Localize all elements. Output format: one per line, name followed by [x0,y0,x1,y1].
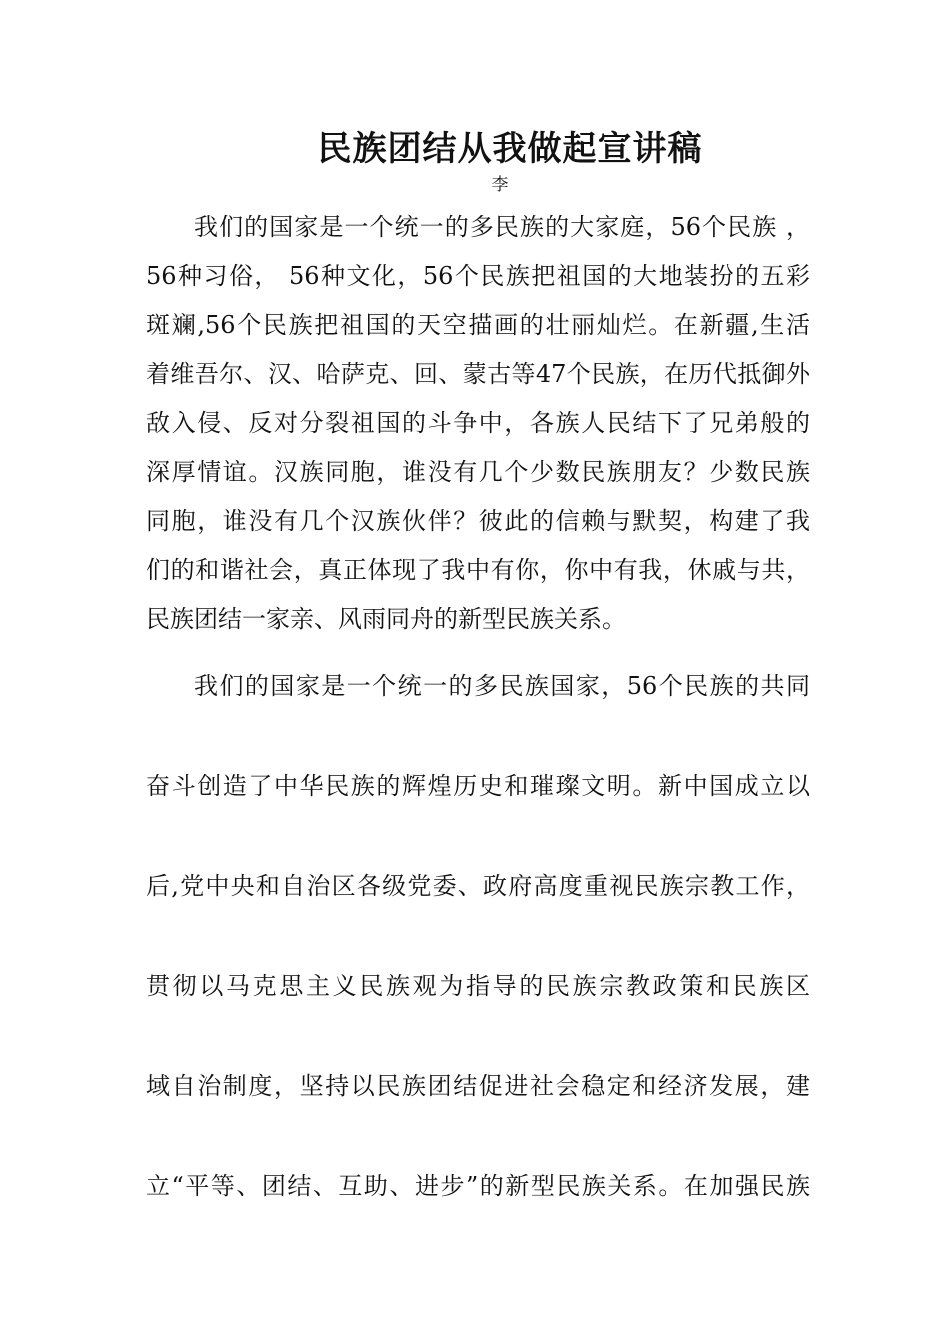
paragraph-line: 域自治制度，坚持以民族团结促进社会稳定和经济发展，建 [146,1072,810,1100]
document-title: 民族团结从我做起宣讲稿 [317,129,703,169]
paragraph-line: 奋斗创造了中华民族的辉煌历史和璀璨文明。新中国成立以 [146,772,810,800]
paragraph-line: 民族团结一家亲、风雨同舟的新型民族关系。 [146,605,626,633]
paragraph-line: 我们的国家是一个统一的多民族的大家庭，56个民族 ， [194,213,810,241]
paragraph-line: 贯彻以马克思主义民族观为指导的民族宗教政策和民族区 [146,972,810,1000]
paragraph-line: 后,党中央和自治区各级党委、政府高度重视民族宗教工作， [146,872,810,900]
paragraph-line: 深厚情谊。汉族同胞，谁没有几个少数民族朋友？少数民族 [146,458,810,486]
paragraph-line: 我们的国家是一个统一的多民族国家，56个民族的共同 [194,672,810,700]
paragraph-1 [146,203,810,644]
paragraph-line: 着维吾尔、汉、哈萨克、回、蒙古等47个民族，在历代抵御外 [146,360,810,388]
paragraph-line: 56种习俗， 56种文化，56个民族把祖国的大地装扮的五彩 [146,262,810,290]
paragraph-line: 们的和谐社会，真正体现了我中有你，你中有我，休戚与共， [146,556,810,584]
paragraph-2 [146,660,810,1260]
paragraph-line: 敌入侵、反对分裂祖国的斗争中，各族人民结下了兄弟般的 [146,409,810,437]
document-author: 李 [491,175,509,195]
paragraph-line: 斑斓,56个民族把祖国的天空描画的壮丽灿烂。在新疆,生活 [146,311,810,339]
paragraph-line: 立“平等、团结、互助、进步”的新型民族关系。在加强民族 [146,1172,810,1200]
paragraph-line: 同胞，谁没有几个汉族伙伴？彼此的信赖与默契，构建了我 [146,507,810,535]
